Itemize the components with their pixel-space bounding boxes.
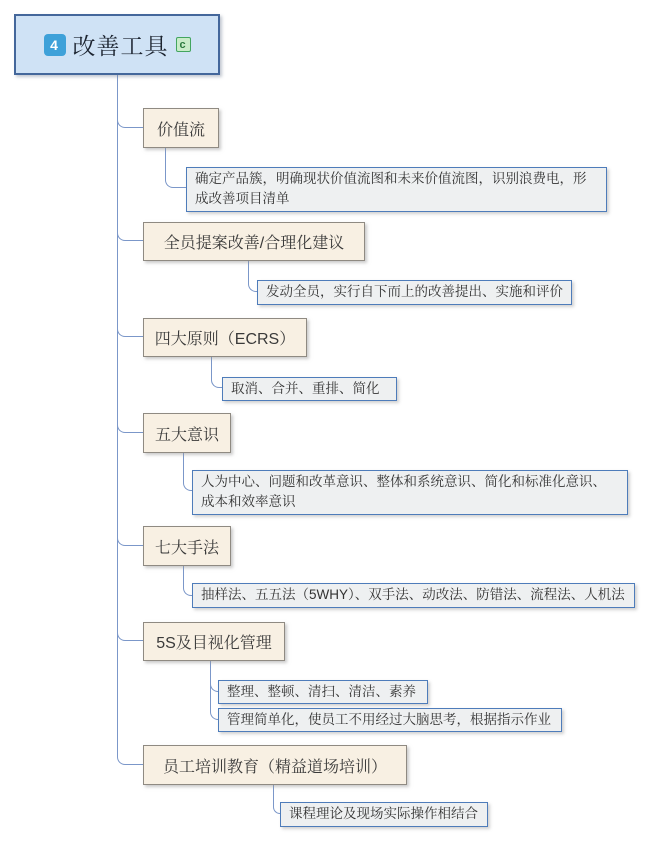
connector-root-topic5 bbox=[117, 75, 143, 546]
connector-root-topic1 bbox=[117, 75, 143, 128]
connector-root-topic3 bbox=[117, 75, 143, 337]
connector-root-topic7 bbox=[117, 75, 143, 765]
detail-text: 管理简单化，使员工不用经过大脑思考，根据指示作业 bbox=[227, 712, 551, 727]
number-badge: 4 bbox=[44, 34, 66, 56]
connector-topic4-detail bbox=[183, 453, 192, 491]
topic-seven-methods[interactable] bbox=[143, 526, 231, 566]
connector-root-topic4 bbox=[117, 75, 143, 433]
topic-value-stream[interactable] bbox=[143, 108, 219, 148]
connector-topic2-detail bbox=[248, 261, 257, 292]
connector-root-topic2 bbox=[117, 75, 143, 241]
detail-five-awareness[interactable] bbox=[192, 470, 628, 515]
detail-seven-methods[interactable] bbox=[192, 583, 635, 608]
detail-text: 抽样法、五五法（5WHY）、双手法、动改法、防错法、流程法、人机法 bbox=[201, 587, 625, 603]
detail-5s-items[interactable] bbox=[218, 680, 428, 704]
topic-label: 员工培训教育（精益道场培训） bbox=[162, 758, 387, 776]
detail-text: 课程理论及现场实际操作相结合 bbox=[289, 806, 478, 822]
detail-proposal-improvement[interactable] bbox=[257, 280, 572, 305]
detail-ecrs-principles[interactable] bbox=[222, 377, 397, 401]
topic-label: 价值流 bbox=[156, 121, 205, 139]
connector-topic6-detail2 bbox=[210, 661, 218, 720]
detail-text: 确定产品簇，明确现状价值流图和未来价值流图，识别浪费电，形成改善项目清单 bbox=[195, 171, 587, 207]
connector-topic7-detail bbox=[273, 785, 280, 814]
topic-5s-visual-management[interactable] bbox=[143, 622, 285, 661]
detail-5s-simplify[interactable] bbox=[218, 708, 562, 732]
detail-value-stream[interactable] bbox=[186, 167, 607, 212]
topic-ecrs-principles[interactable] bbox=[143, 318, 307, 357]
topic-label: 5S及目视化管理 bbox=[156, 635, 272, 652]
connector-root-topic6 bbox=[117, 75, 143, 641]
root-topic[interactable] bbox=[14, 14, 220, 75]
detail-text: 发动全员，实行自下而上的改善提出、实施和评价 bbox=[266, 284, 563, 300]
tag-marker-icon: c bbox=[176, 37, 191, 52]
topic-label: 四大原则（ECRS） bbox=[154, 331, 296, 348]
connector-topic3-detail bbox=[211, 357, 222, 388]
connector-topic5-detail bbox=[183, 566, 192, 596]
topic-label: 全员提案改善/合理化建议 bbox=[163, 235, 345, 252]
topic-label: 五大意识 bbox=[154, 426, 219, 444]
detail-text: 取消、合并、重排、简化 bbox=[231, 381, 380, 396]
topic-label: 七大手法 bbox=[154, 539, 219, 557]
topic-proposal-improvement[interactable] bbox=[143, 222, 365, 261]
detail-employee-training[interactable] bbox=[280, 802, 488, 827]
detail-text: 整理、整顿、清扫、清洁、素养 bbox=[227, 684, 416, 699]
connector-topic1-detail bbox=[165, 148, 186, 188]
detail-text: 人为中心、问题和改革意识、整体和系统意识、简化和标准化意识、成本和效率意识 bbox=[201, 474, 606, 510]
topic-employee-training[interactable] bbox=[143, 745, 407, 785]
topic-five-awareness[interactable] bbox=[143, 413, 231, 453]
connector-topic6-detail1 bbox=[210, 661, 218, 692]
root-topic-label: 改善工具 bbox=[72, 33, 169, 59]
